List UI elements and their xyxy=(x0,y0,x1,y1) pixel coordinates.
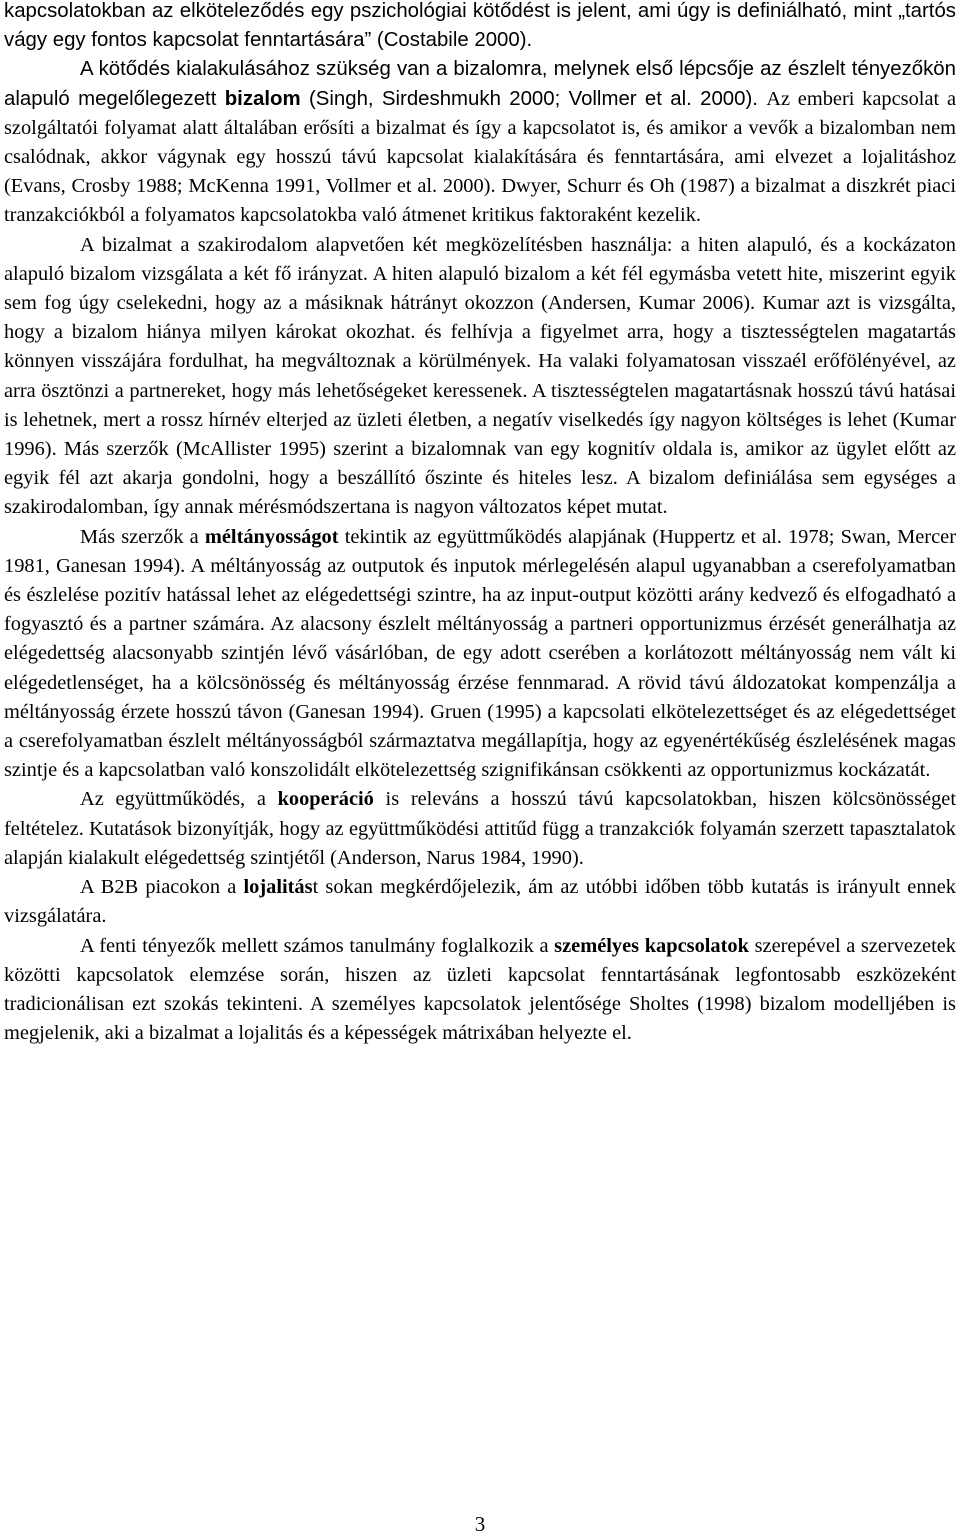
paragraph-2-continuation: Az emberi kapcsolat a szolgáltatói folyamat alatt általában erősíti a bizalmat és így a kapcsolatot is, és amikor a vevők a bizalomban nem csalódnak, akkor vágynak egy hosszú távú kapcsolat kialakítására és fenntartására, ami elvezet a lojalitáshoz (Evans, Crosby 1988; McKenna 1991, Vollmer et al. 2000). Dwyer, Schurr és Oh (1987) a bizalmat a diszkrét piaci tranzakciókból a folyamatos kapcsolatokba való átmenet kritikus faktoraként kezelik. xyxy=(4,87,956,227)
paragraph-2 xyxy=(4,55,956,230)
paragraph-5-lead: Az együttműködés, a xyxy=(80,788,278,811)
paragraph-7-lead: A fenti tényezők mellett számos tanulmány foglalkozik a xyxy=(80,934,555,957)
bold-term-szemelyes-kapcsolatok: személyes kapcsolatok xyxy=(554,934,749,957)
paragraph-1 xyxy=(4,0,956,55)
bold-term-bizalom: bizalom xyxy=(224,87,301,110)
body-text xyxy=(4,0,956,1048)
page-number: 3 xyxy=(474,1512,486,1536)
paragraph-2-citation: (Singh, Sirdeshmukh 2000; Vollmer et al. 2000). xyxy=(300,87,767,110)
bold-term-lojalitas: lojalitás xyxy=(243,876,313,899)
paragraph-5-text: is releváns a hosszú távú kapcsolatokban, hiszen kölcsönösséget feltételez. Kutatások bizonyítják, hogy az együttműködési attitűd függ a tranzakciók folyamán szerzett tapasztalatok alapján kialakult elégedettség szintjétől (Anderson, Narus 1984, 1990). xyxy=(4,788,957,869)
paragraph-7 xyxy=(4,932,956,1049)
paragraph-1-text: kapcsolatokban az elköteleződés egy pszichológiai kötődést is jelent, ami úgy is definiálható, mint „tartós vágy egy fontos kapcsolat fenntartására” (Costabile 2000). xyxy=(4,0,956,52)
paragraph-2-text: A kötődés kialakulásához szükség van a bizalomra, melynek első lépcsője az észlelt tényezőkön alapuló megelőlegezett xyxy=(4,58,956,110)
paragraph-6 xyxy=(4,873,956,931)
paragraph-6-text: t sokan megkérdőjelezik, ám az utóbbi időben több kutatás is irányult ennek vizsgálatára. xyxy=(4,876,956,928)
paragraph-5 xyxy=(4,785,956,873)
paragraph-4 xyxy=(4,523,956,786)
paragraph-4-text: tekintik az együttműködés alapjának (Huppertz et al. 1978; Swan, Mercer 1981, Ganesan 1994). A méltányosság az outputok és inputok mérlegelésén alapul ugyanabban a cserefolyamatban és észlelése pozitív hatással lehet az elégedettségi szintre, ha az input-output közötti arány kedvező és elfogadható a fogyasztó és a partner számára. Az alacsony észlelt méltányosság a partneri opportunizmus érzését generálhatja az elégedettség alacsonyabb szintjén lévő vásárlóban, de egy adott cserében a korlátozott méltányosság nem vált ki elégedetlenséget, ha a kölcsönösség és méltányosság érzése fennmarad. A rövid távú áldozatokat kompenzálja a méltányosság érzete hosszú távon (Ganesan 1994). Gruen (1995) a kapcsolati elkötelezettséget és az elégedettséget a cserefolyamatban észlelt méltányosságból származtatva megállapítja, hogy az egyenértékűség észlelésének magas szintje és a kapcsolatban való konszolidált elkötelezettség szignifikánsan csökkenti az opportunizmus kockázatát. xyxy=(4,525,956,782)
paragraph-3 xyxy=(4,231,956,523)
bold-term-meltanyossag: méltányosságot xyxy=(204,525,339,548)
paragraph-4-lead: Más szerzők a xyxy=(80,525,205,548)
bold-term-kooperacio: kooperáció xyxy=(277,788,374,811)
paragraph-7-text: szerepével a szervezetek közötti kapcsolatok elemzése során, hiszen az üzleti kapcsolat fenntartásának legfontosabb eszközeként tradicionálisan ezt szokás tekinteni. A személyes kapcsolatok jelentősége Sholtes (1998) bizalom modelljében is megjelenik, aki a bizalmat a lojalitás és a képességek mátrixában helyezte el. xyxy=(4,934,956,1045)
paragraph-3-text: A bizalmat a szakirodalom alapvetően két megközelítésben használja: a hiten alapuló, és a kockázaton alapuló bizalom vizsgálata a két fő irányzat. A hiten alapuló bizalom a két fél egymásba vetett hite, miszerint egyik sem fog úgy cselekedni, hogy az a másiknak hátrányt okozzon (Andersen, Kumar 2006). Kumar azt is vizsgálta, hogy a bizalom hiánya milyen károkat okozhat. és felhívja a figyelmet arra, hogy a tisztességtelen magatartás könnyen visszájára fordulhat, ha megváltoznak a körülmények. Ha valaki folyamatosan visszaél erőfölényével, az arra ösztönzi a partnereket, hogy más lehetőségeket keressenek. A tisztességtelen magatartásnak hosszú távú hatásai is lehetnek, mert a rossz hírnév elterjed az üzleti életben, a negatív viselkedés így nagyon költséges is lehet (Kumar 1996). Más szerzők (McAllister 1995) szerint a bizalomnak van egy kognitív oldala is, amikor az ügylet előtt az egyik fél azt akarja gondolni, hogy a beszállító őszinte és hiteles lesz. A bizalom definiálása sem egységes a szakirodalomban, így annak mérésmódszertana is nagyon változatos képet mutat. xyxy=(4,233,956,519)
paragraph-6-lead: A B2B piacokon a xyxy=(80,876,244,899)
